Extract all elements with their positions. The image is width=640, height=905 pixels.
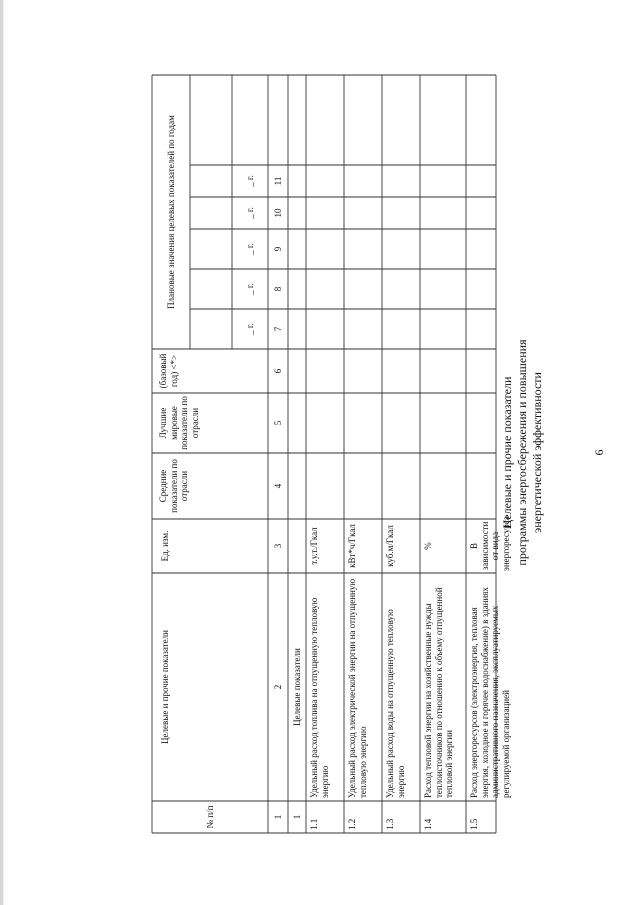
header-unit: Ед. изм. [160, 530, 170, 562]
column-number-7: 7 [272, 326, 283, 332]
header-num: № п/п [204, 805, 215, 829]
title-line-2: программы энергосбережения и повышения [515, 339, 529, 566]
header-year-4: _ г. [244, 207, 255, 219]
row-num: 1.2 [347, 818, 357, 830]
column-number-3: 3 [272, 543, 283, 549]
row-num: 1.3 [385, 818, 395, 830]
column-number-8: 8 [272, 286, 283, 292]
header-plan: Плановые значения целевых показателей по годам [165, 115, 176, 309]
row-num: 1.4 [423, 818, 433, 830]
column-number-6: 6 [272, 368, 283, 374]
row-name: Расход энергоресурсов (электроэнергия, тепловая энергия, холодное и горячее водоснабжение) в зданиях административного назначения, эксплуатируемых регулируемой организацией [469, 587, 511, 798]
title-line-1: Целевые и прочие показатели [500, 376, 514, 529]
page-number: 6 [592, 449, 606, 456]
row-name: Удельный расход электрической энергии на отпущенную тепловую энергию [347, 578, 368, 798]
title-line-3: энергетической эффективности [530, 372, 544, 533]
row-unit: В зависимости от вида энергоресурса [469, 516, 511, 571]
header-avg: Средние показатели по отрасли [158, 459, 189, 513]
row-unit: кВт*ч/Гкал [347, 524, 357, 568]
column-number-1: 1 [272, 814, 283, 820]
column-number-9: 9 [272, 246, 283, 252]
column-number-5: 5 [272, 420, 283, 426]
row-name: Расход тепловой энергии на хозяйственные нужды теплоисточников по отношению к объему отпущенной тепловой энергии [423, 587, 454, 798]
row-unit: т.у.т./Гкал [309, 527, 319, 565]
header-year-2: _ г. [244, 283, 255, 295]
column-number-4: 4 [272, 483, 283, 489]
row-name: Удельный расход воды на отпущенную тепловую энергию [385, 609, 406, 798]
header-year-5: _ г. [244, 175, 255, 187]
row-unit: куб.м/Гкал [385, 525, 395, 567]
row-num: 1.5 [469, 818, 479, 830]
header-name: Целевые и прочие показатели [160, 630, 170, 744]
row-unit: % [423, 542, 433, 550]
header-best: Лучшие мировые показатели по отрасли [158, 396, 200, 450]
section-num: 1 [291, 814, 302, 820]
row-name: Удельный расход топлива на отпущенную тепловую энергию [309, 597, 330, 798]
header-base: (базовый год) <*> [158, 353, 179, 389]
column-number-2: 2 [272, 684, 283, 690]
column-number-10: 10 [272, 208, 283, 218]
row-num: 1.1 [309, 818, 319, 830]
header-year-3: _ г. [244, 243, 255, 255]
column-number-11: 11 [272, 176, 283, 186]
section-label: Целевые показатели [291, 648, 302, 726]
header-year-1: _ г. [244, 323, 255, 335]
